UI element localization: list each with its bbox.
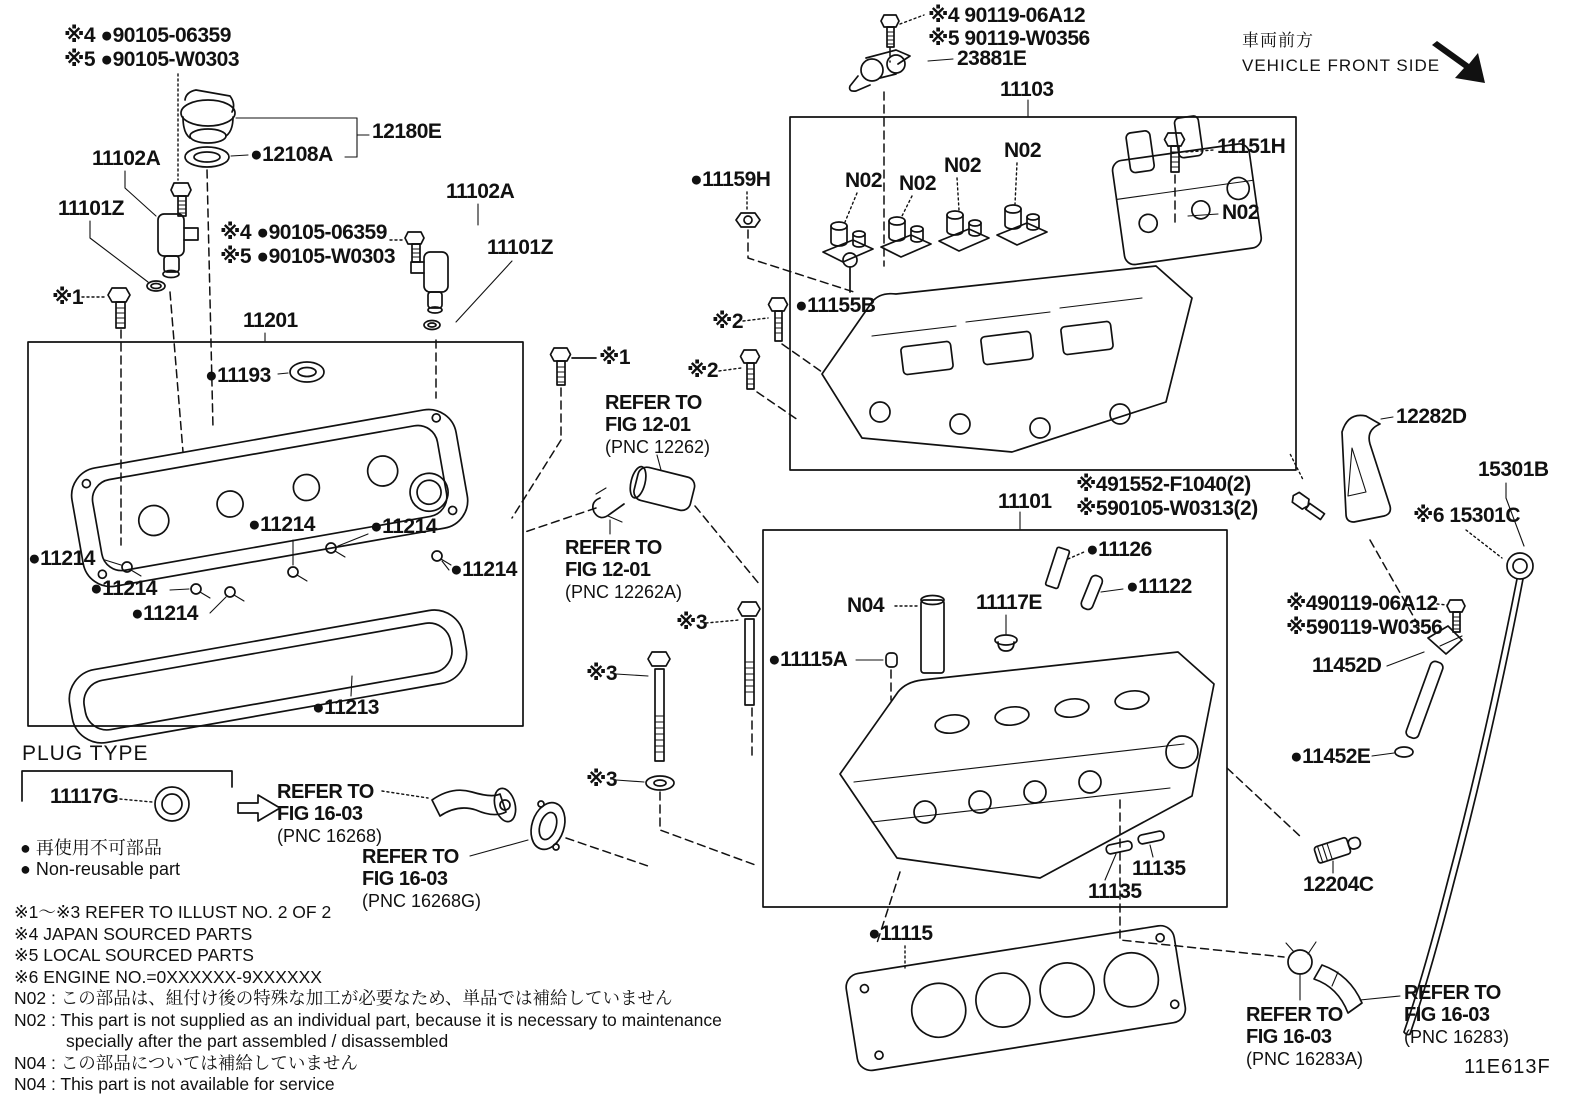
camshaft-caps-drawing — [823, 205, 1047, 262]
cam-housing-right-drawing — [1107, 109, 1263, 266]
ast3-leaders — [616, 620, 739, 782]
label-n02-5: N02 — [1222, 201, 1260, 224]
water-pipe-drawing — [382, 786, 519, 824]
refer-12262 — [605, 392, 710, 458]
refer-16268g-line: (PNC 16268G) — [362, 891, 482, 911]
legend-nonreusable-en: ● Non-reusable part — [20, 859, 180, 879]
footnote-4: ※6 ENGINE NO.=0XXXXXX-9XXXXXX — [14, 966, 322, 987]
footnote-1: ※1～※3 REFER TO ILLUST NO. 2 OF 2 — [14, 902, 332, 922]
cylinder-head-drawing — [840, 652, 1214, 878]
label-11115: ●11115 — [868, 922, 933, 945]
refer-12262-line: REFER TO — [605, 392, 702, 414]
plug-11115a-drawing — [856, 653, 897, 667]
footnote-7: specially after the part assembled / disassembled — [66, 1031, 449, 1051]
bolt-ast1-left-drawing — [82, 288, 130, 328]
label-ast3-c: ※3 — [586, 768, 618, 791]
footnote-2: ※4 JAPAN SOURCED PARTS — [14, 923, 253, 944]
label-11122: ●11122 — [1126, 575, 1192, 598]
refer-16283a-line: REFER TO — [1246, 1004, 1343, 1026]
bolt-90119-top-drawing — [881, 15, 924, 47]
label-11214-3: ●11214 — [28, 547, 95, 570]
notes-block — [14, 902, 722, 1096]
bolt-91552-drawing — [1269, 454, 1342, 521]
label-ast2-b: ※2 — [687, 359, 719, 382]
oil-filler-cap-drawing — [181, 90, 235, 143]
label-11103: 11103 — [1000, 78, 1054, 101]
refer-16283a-line: (PNC 16283A) — [1246, 1049, 1364, 1069]
bolt-ast1-right-drawing — [551, 348, 597, 385]
footnote-3: ※5 LOCAL SOURCED PARTS — [14, 945, 254, 965]
label-n02-3: N02 — [944, 154, 982, 177]
tube-clamp-drawing — [593, 488, 624, 522]
plug-11117e-drawing — [995, 615, 1017, 651]
label-90119-06a12-a: ※4 90119-06A12 — [928, 4, 1086, 27]
label-11101z-a: 11101Z — [58, 197, 124, 220]
sensor-12204c-drawing — [1314, 833, 1363, 873]
refer-12262a-line: (PNC 12262A) — [565, 582, 683, 602]
label-ast3-b: ※3 — [586, 662, 618, 685]
label-11452d: 11452D — [1312, 654, 1382, 677]
label-n02-1: N02 — [845, 169, 883, 192]
label-90119-06a12-b: ※490119-06A12 — [1286, 592, 1438, 615]
label-15301c: ※6 15301C — [1413, 504, 1520, 527]
label-11452e: ●11452E — [1290, 745, 1371, 768]
cam-housing-main-drawing — [822, 266, 1192, 452]
valve-cover-drawing — [67, 405, 472, 591]
refer-12262a-line: REFER TO — [565, 537, 662, 559]
label-11201: 11201 — [243, 309, 298, 332]
label-11214-2: ●11214 — [370, 515, 437, 538]
label-11135-2: 11135 — [1088, 880, 1142, 903]
label-ast1-a: ※1 — [52, 286, 84, 309]
label-ast2-a: ※2 — [712, 310, 744, 333]
cover-grommet-drawing — [278, 362, 324, 382]
refer-16283 — [1404, 982, 1509, 1048]
label-90105-w0313: ※590105-W0313(2) — [1076, 497, 1258, 520]
label-12180e: 12180E — [372, 120, 442, 143]
bolt-ast2-a-drawing — [743, 298, 788, 341]
bolt-ast3-a-drawing — [648, 652, 670, 761]
label-11214-1: ●11214 — [248, 513, 315, 536]
footnote-9: N04 : This part is not available for service — [14, 1074, 335, 1094]
label-90105-w0303-a: ※5 ●90105-W0303 — [64, 48, 240, 71]
plug-11117g-drawing — [120, 787, 189, 821]
label-11102a-a: 11102A — [92, 147, 161, 170]
cam-sensor-left-drawing — [147, 214, 198, 291]
orientation-jp: 車両前方 — [1242, 31, 1314, 50]
refer-16283a — [1246, 1004, 1363, 1070]
label-11115a: ●11115A — [768, 648, 848, 671]
label-91552-f1040: ※491552-F1040(2) — [1076, 473, 1251, 496]
orientation-en: VEHICLE FRONT SIDE — [1242, 56, 1441, 75]
label-11151h: 11151H — [1217, 135, 1286, 158]
refer-16283-line: FIG 16-03 — [1404, 1004, 1490, 1026]
plug-type-title: PLUG TYPE — [22, 742, 149, 765]
label-11213: ●11213 — [312, 696, 379, 719]
refer-12262-line: FIG 12-01 — [605, 414, 691, 436]
refer-16268-line: (PNC 16268) — [277, 826, 383, 846]
direction-arrow-outline — [238, 795, 280, 821]
orientation-note — [1242, 28, 1440, 78]
refer-16268-line: REFER TO — [277, 781, 374, 803]
label-90119-w0356-b: ※590119-W0356 — [1286, 616, 1443, 639]
label-11117e: 11117E — [976, 591, 1042, 614]
sensor-right-leaders — [456, 204, 512, 322]
label-11126: ●11126 — [1086, 538, 1152, 561]
footnote-6: N02 : This part is not supplied as an individual part, because it is necessary to maintenance — [14, 1009, 722, 1030]
label-11193: ●11193 — [205, 364, 271, 387]
label-n02-2: N02 — [899, 172, 937, 195]
refer-16283-line: (PNC 16283) — [1404, 1027, 1510, 1047]
label-11117g: 11117G — [50, 785, 119, 808]
refer-16283-line: REFER TO — [1404, 982, 1501, 1004]
label-12282d: 12282D — [1396, 405, 1467, 428]
label-90105-w0303-b: ※5 ●90105-W0303 — [220, 245, 396, 268]
label-11214-4: ●11214 — [90, 577, 157, 600]
label-n02-4: N02 — [1004, 139, 1042, 162]
spark-tube-n04-drawing — [921, 596, 944, 674]
label-90105-06359-a: ※4 ●90105-06359 — [64, 24, 231, 47]
bracket-12282d-drawing — [1342, 415, 1393, 522]
spark-plug-tube-drawing — [627, 464, 696, 512]
washer-ast3-drawing — [646, 776, 674, 790]
bolt-ast3-b-drawing — [738, 602, 760, 705]
refer-12262a-line: FIG 12-01 — [565, 559, 651, 581]
footnote-8: N04 : この部品については補給していません — [14, 1052, 358, 1073]
label-11102a-b: 11102A — [446, 180, 515, 203]
refer-16268g-line: FIG 16-03 — [362, 868, 448, 890]
refer-16268 — [277, 781, 382, 847]
nut-11159h-drawing — [736, 192, 760, 227]
valve-guide-11122-drawing — [1080, 574, 1104, 611]
valve-guide-11126-drawing — [1045, 547, 1070, 589]
sensor-left-leaders — [90, 171, 156, 282]
label-ast3-a: ※3 — [676, 611, 708, 634]
label-11214-6: ●11214 — [450, 558, 517, 581]
bolt-90105-right-drawing — [390, 232, 424, 262]
vsv-bracket-23881e-drawing — [850, 50, 953, 91]
head-gasket-11115-drawing — [844, 924, 1187, 1073]
label-11155b: ●11155B — [795, 294, 876, 317]
refer-16268-line: FIG 16-03 — [277, 803, 363, 825]
refer-16268g-line: REFER TO — [362, 846, 459, 868]
refer-12262-line: (PNC 12262) — [605, 437, 711, 457]
dipstick-15301b-drawing — [1404, 483, 1533, 1035]
label-12108a: ●12108A — [250, 143, 333, 166]
figure-code: 11E613F — [1464, 1056, 1551, 1078]
label-11135-1: 11135 — [1132, 857, 1186, 880]
label-12204c: 12204C — [1303, 873, 1374, 896]
label-11101z-b: 11101Z — [487, 236, 553, 259]
cam-sensor-right-drawing — [411, 252, 448, 330]
refer-12262a — [565, 537, 682, 603]
label-11159h: ●11159H — [690, 168, 771, 191]
hose-clamp-drawing — [1286, 942, 1316, 1000]
legend-nonreusable-jp: ● 再使用不可部品 — [20, 838, 162, 858]
refer-16283a-line: FIG 16-03 — [1246, 1026, 1332, 1048]
label-90119-w0356-a: ※5 90119-W0356 — [928, 27, 1090, 50]
label-15301b: 15301B — [1478, 458, 1549, 481]
footnote-5: N02 : この部品は、組付け後の特殊な加工が必要なため、単品では補給していません — [14, 988, 673, 1008]
dipstick-guide-11452d-drawing — [1372, 626, 1462, 757]
pipe-gasket-drawing — [470, 798, 571, 856]
cap-gasket-ring-drawing — [185, 147, 229, 167]
bolt-ast2-b-drawing — [719, 350, 760, 389]
label-ast1-b: ※1 — [599, 346, 631, 369]
gasket-clip-drawings — [122, 543, 451, 601]
bolt-90105-left-drawing — [171, 74, 191, 216]
label-11101: 11101 — [998, 490, 1052, 513]
label-11214-5: ●11214 — [131, 602, 198, 625]
label-23881e: 23881E — [957, 47, 1027, 70]
label-n04: N04 — [847, 594, 885, 617]
label-90105-06359-b: ※4 ●90105-06359 — [220, 221, 387, 244]
